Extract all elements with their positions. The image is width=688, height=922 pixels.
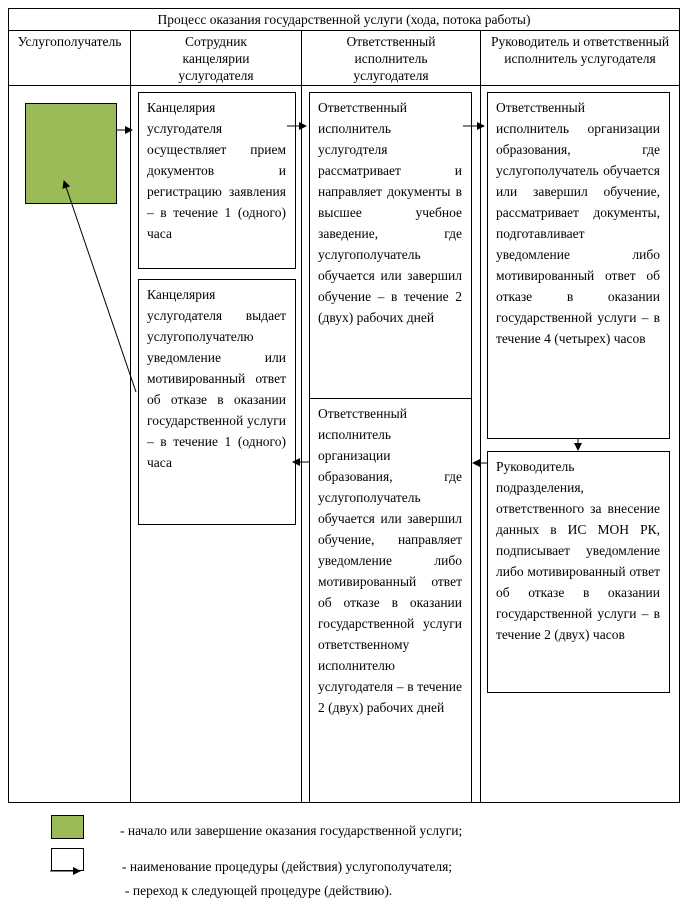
column-header-recipient: Услугополучатель [8,30,131,86]
column-header-executor: Ответственный исполнитель услугодателя [301,30,481,86]
legend-procedure-swatch [51,848,84,871]
step-executor-review: Ответственный исполнитель услугодтеля рассматривает и направляет документы в высшее учебное заведение, где услугополучатель обучается или завершил обучение – в течение 2 (двух) рабочих дней [309,92,472,399]
column-header-manager: Руководитель и ответственный исполнитель услугодателя [480,30,680,86]
step-head-sign: Руководитель подразделения, ответственного за внесение данных в ИС МОН РК, подписывает уведомление либо мотивированный ответ об отказе в оказании государственной услуги – в течение 2 (двух) часов [487,451,670,693]
legend-start-swatch [51,815,84,839]
legend-procedure-label: - наименование процедуры (действия) услугополучателя; [122,859,453,874]
step-office-issue: Канцелярия услугодателя выдает услугополучателю уведомление или мотивированный ответ об отказе в оказании государственной услуги – в течение 1 (одного) часа [138,279,296,525]
legend-arrow-label: - переход к следующей процедуре (действию). [125,883,393,898]
column-header-office: Сотрудник канцелярии услугодателя [130,30,302,86]
diagram-title: Процесс оказания государственной услуги (хода, потока работы) [8,8,680,31]
arrow-icon [64,181,136,392]
step-executor-send: Ответственный исполнитель организации образования, где услугополучатель обучается или завершил обучение, направляет уведомление либо мотивированный ответ об отказе в оказании государственной услуги ответственному исполнителю услугодателя – в течение 2 (двух) рабочих дней [309,398,472,802]
step-org-review: Ответственный исполнитель организации образования, где услугополучатель обучается или завершил обучение, рассматривает документы, подготавливает уведомление либо мотивированный ответ об отказе в оказании государственной услуги – в течение 4 (четырех) часов [487,92,670,439]
step-office-receive: Канцелярия услугодателя осуществляет прием документов и регистрацию заявления – в течение 1 (одного) часа [138,92,296,269]
legend-start-label: - начало или завершение оказания государственной услуги; [120,823,463,838]
